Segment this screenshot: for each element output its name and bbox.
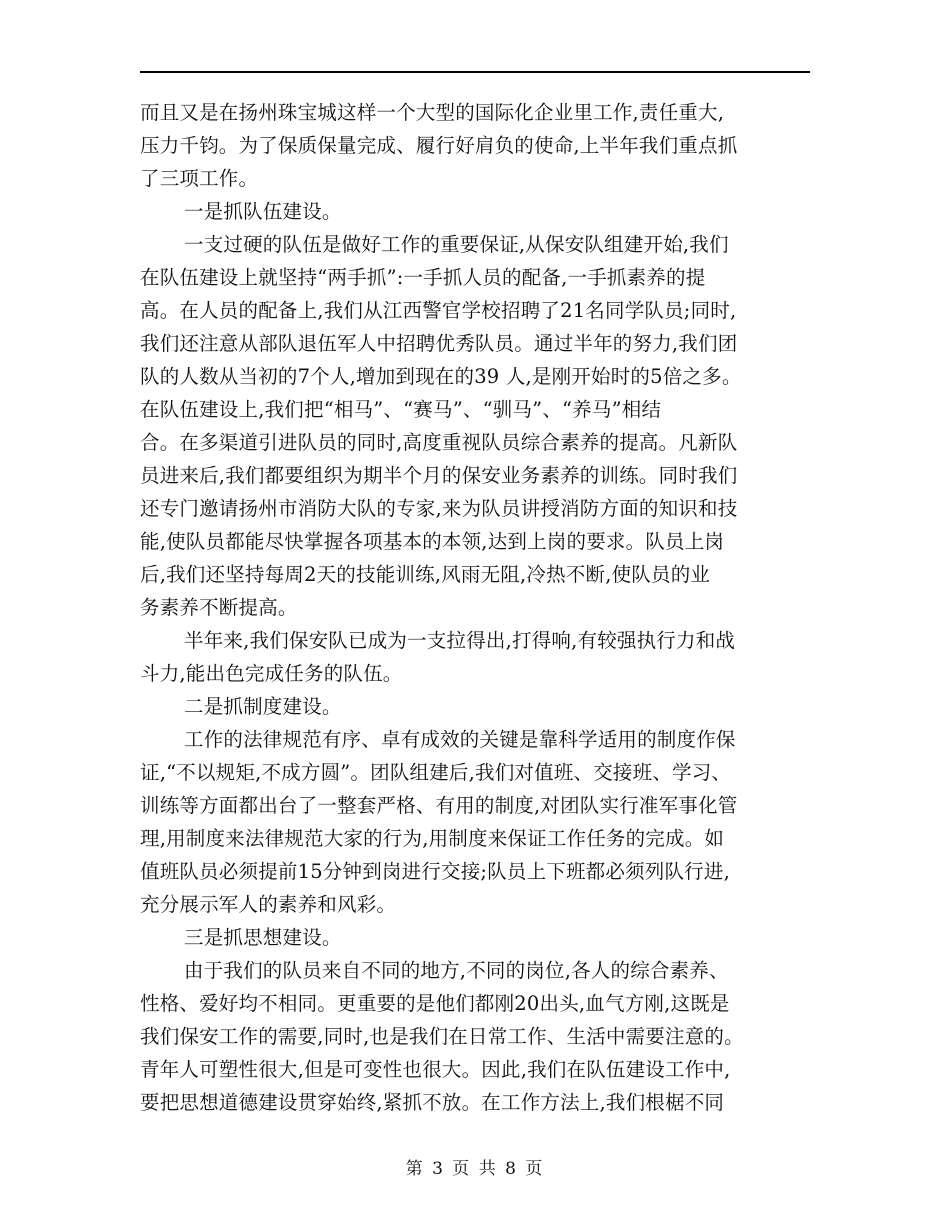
header-rule (140, 71, 810, 73)
text-line: 工作的法律规范有序、卓有成效的关键是靠科学适用的制度作保 (184, 728, 736, 751)
text-line: 能,使队员都能尽快掌握各项基本的本领,达到上岗的要求。队员上岗 (140, 530, 725, 553)
text-line: 由于我们的队员来自不同的地方,不同的岗位,各人的综合素养、 (184, 959, 729, 982)
text-line: 我们保安工作的需要,同时,也是我们在日常工作、生活中需要注意的。 (140, 1025, 744, 1048)
text-line: 要把思想道德建设贯穿始终,紧抓不放。在工作方法上,我们根椐不同 (140, 1091, 725, 1114)
text-line: 队的人数从当初的7个人,增加到现在的39 人,是刚开始时的5倍之多。 (140, 365, 742, 388)
text-line: 三是抓思想建设。 (184, 926, 342, 949)
text-line: 二是抓制度建设。 (184, 695, 342, 718)
text-line: 值班队员必须提前15分钟到岗进行交接;队员上下班都必须列队行进, (140, 860, 730, 883)
text-line: 性格、爱好均不相同。更重要的是他们都刚20出头,血气方刚,这既是 (140, 992, 730, 1015)
text-line: 员进来后,我们都要组织为期半个月的保安业务素养的训练。同时我们 (140, 464, 738, 487)
text-line: 训练等方面都出台了一整套严格、有用的制度,对团队实行准军事化管 (140, 794, 738, 817)
text-line: 半年来,我们保安队已成为一支拉得出,打得响,有较强执行力和战 (184, 629, 736, 652)
text-line: 还专门邀请扬州市消防大队的专家,来为队员讲授消防方面的知识和技 (140, 497, 738, 520)
document-body (140, 96, 820, 1119)
text-line: 证,“不以规矩,不成方圆”。团队组建后,我们对值班、交接班、学习、 (140, 761, 732, 784)
text-line: 合。在多渠道引进队员的同时,高度重视队员综合素养的提高。凡新队 (140, 431, 738, 454)
text-line: 在队伍建设上就坚持“两手抓”:一手抓人员的配备,一手抓素养的提 (140, 266, 706, 289)
text-line: 在队伍建设上,我们把“相马”、“赛马”、“驯马”、“养马”相结 (140, 398, 662, 421)
text-line: 一是抓队伍建设。 (184, 200, 342, 223)
text-line: 我们还注意从部队退伍军人中招聘优秀队员。通过半年的努力,我们团 (140, 332, 738, 355)
text-line: 压力千钧。为了保质保量完成、履行好肩负的使命,上半年我们重点抓 (140, 134, 738, 157)
page-footer: 第 3 页 共 8 页 (405, 1159, 545, 1179)
text-line: 务素养不断提高。 (140, 596, 298, 619)
text-line: 理,用制度来法律规范大家的行为,用制度来保证工作任务的完成。如 (140, 827, 725, 850)
text-line: 青年人可塑性很大,但是可变性也很大。因此,我们在队伍建设工作中, (140, 1058, 731, 1081)
text-line: 后,我们还坚持每周2天的技能训练,风雨无阻,冷热不断,使队员的业 (140, 563, 711, 586)
text-line: 充分展示军人的素养和风彩。 (140, 893, 397, 916)
text-line: 了三项工作。 (140, 167, 259, 190)
text-line: 高。在人员的配备上,我们从江西警官学校招聘了21名同学队员;同时, (140, 299, 737, 322)
text-line: 一支过硬的队伍是做好工作的重要保证,从保安队组建开始,我们 (184, 233, 729, 256)
text-line: 斗力,能出色完成任务的队伍。 (140, 662, 403, 685)
text-line: 而且又是在扬州珠宝城这样一个大型的国际化企业里工作,责任重大, (140, 101, 725, 124)
